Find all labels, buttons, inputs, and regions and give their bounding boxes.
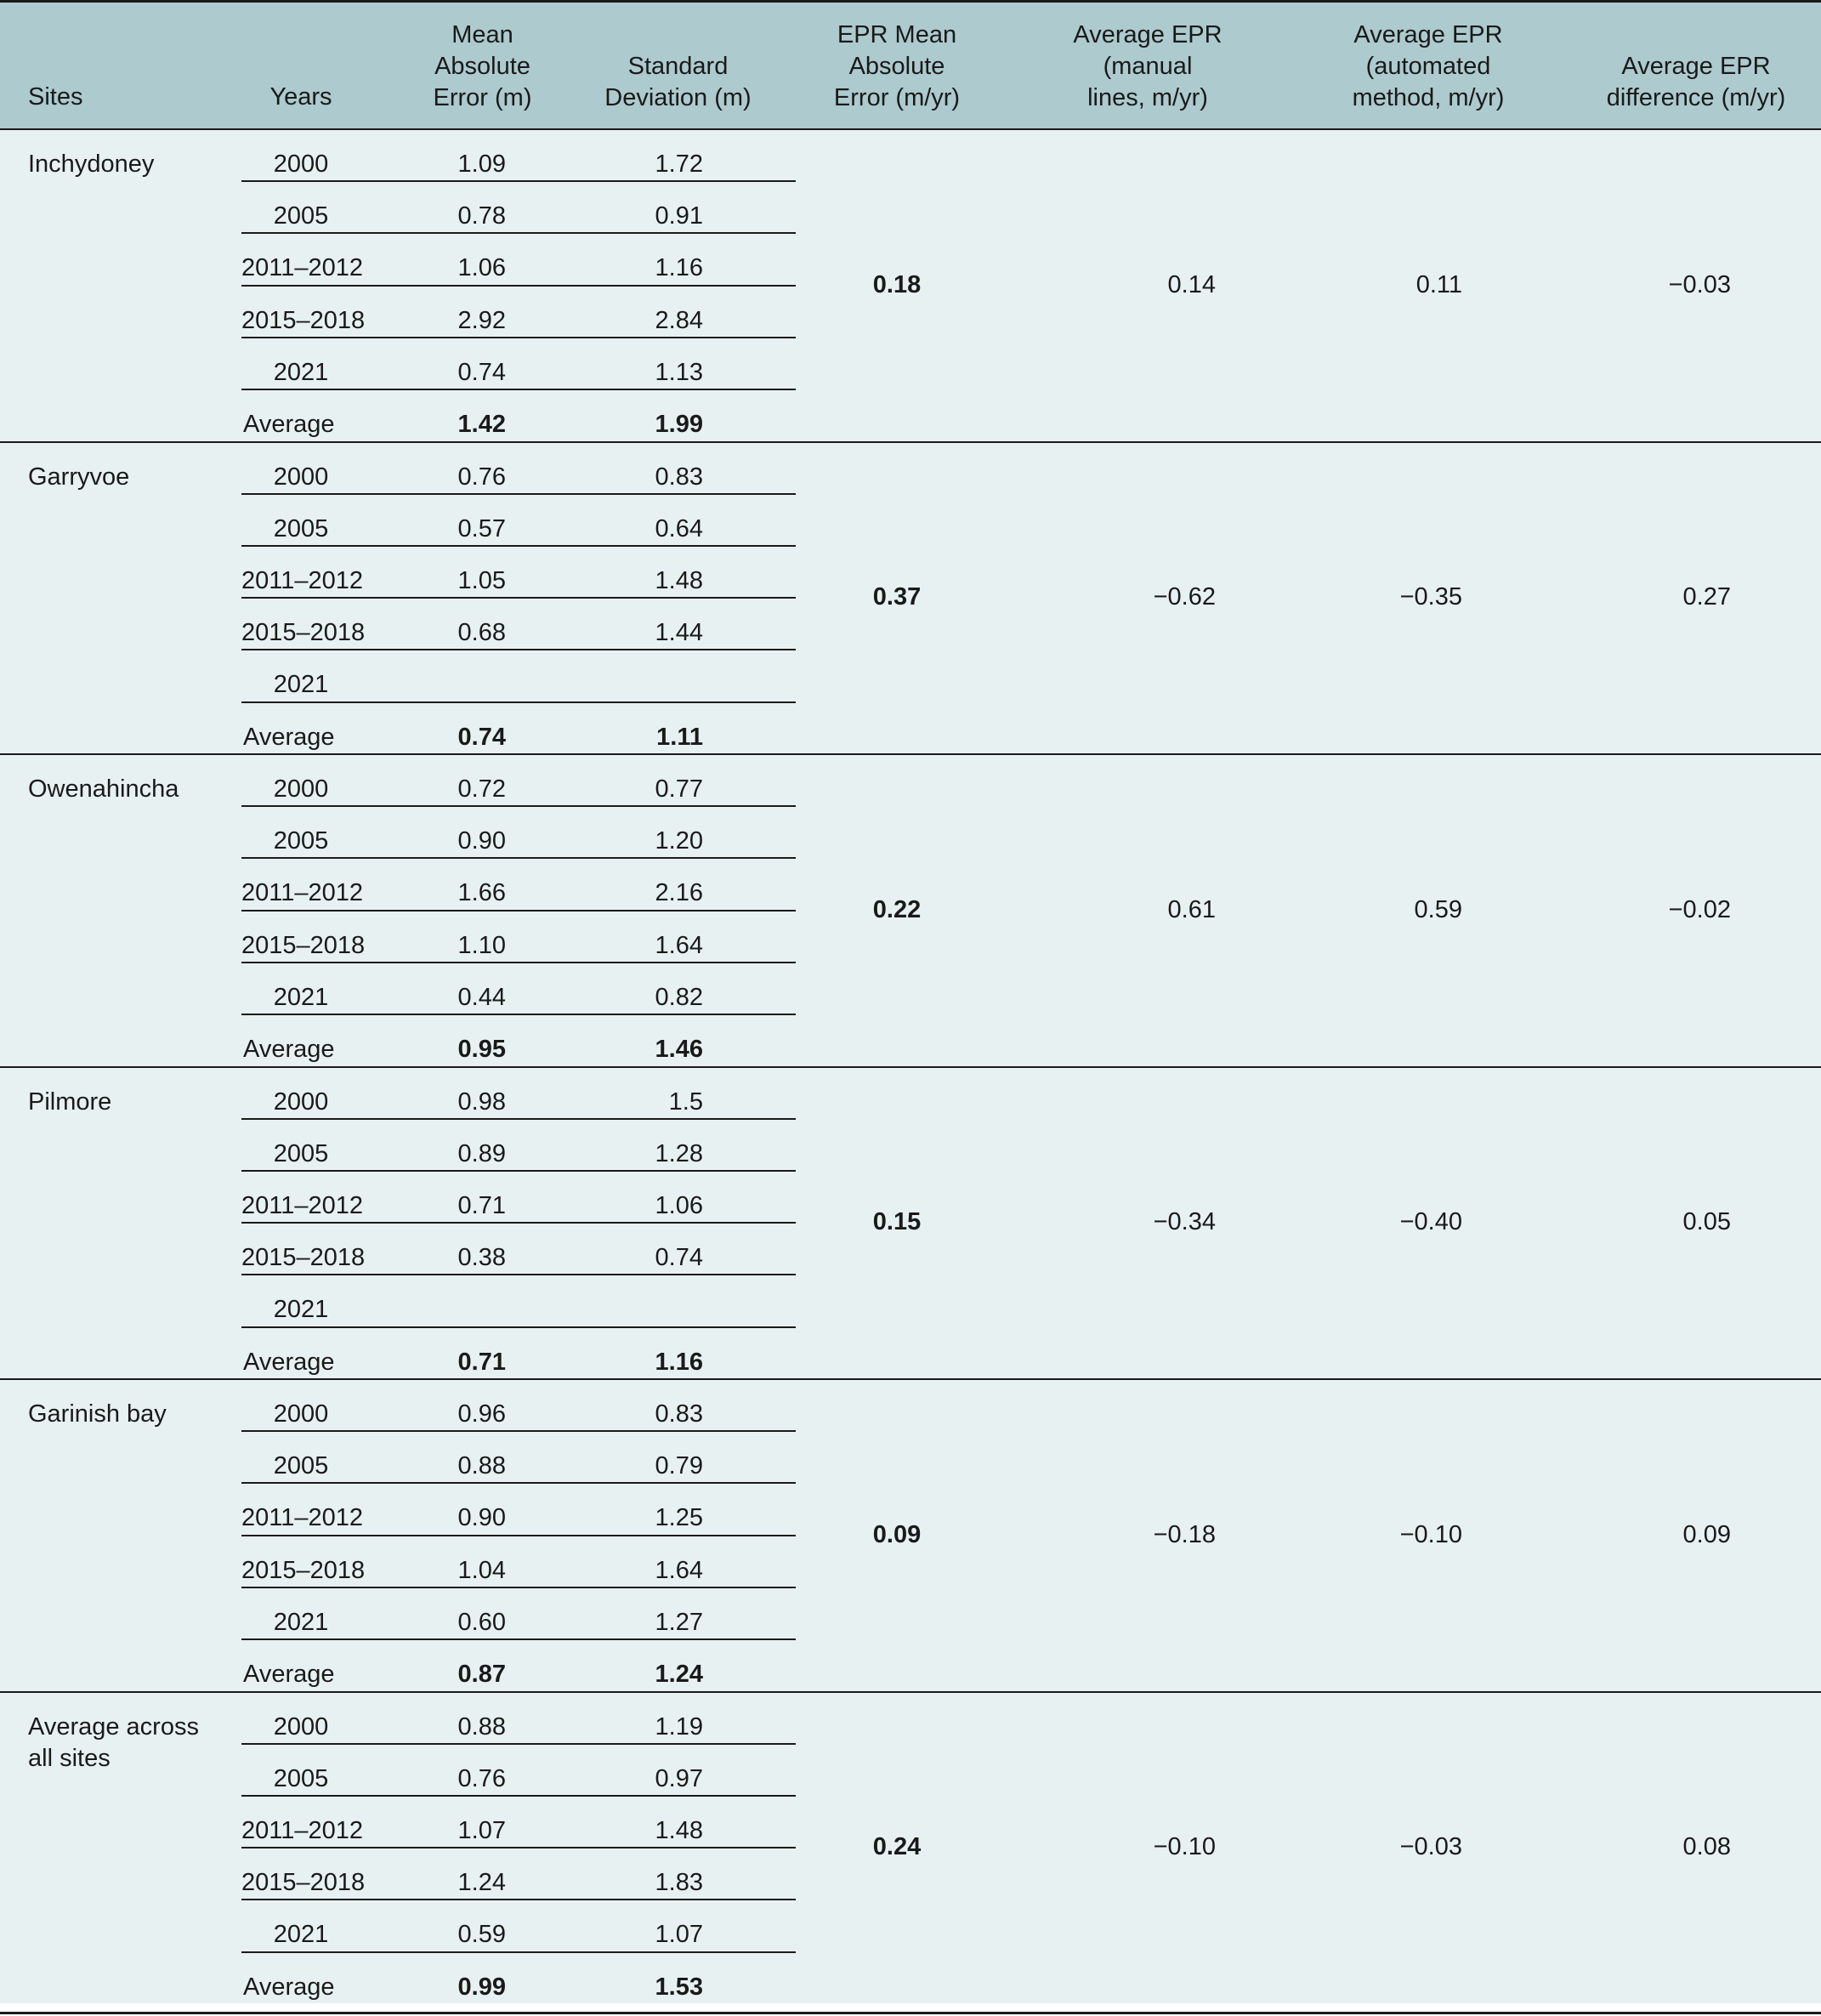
site-name: Owenahincha bbox=[28, 775, 179, 803]
mae-cell: 0.88 bbox=[457, 1712, 506, 1741]
sd-cell: 2.84 bbox=[655, 306, 703, 334]
header-avg-epr-diff: Average EPR difference (m/yr) bbox=[1606, 53, 1786, 111]
mae-cell: 1.04 bbox=[457, 1556, 506, 1584]
row-divider bbox=[241, 962, 796, 963]
mae-cell: 2.92 bbox=[457, 306, 506, 334]
row-divider bbox=[241, 1170, 796, 1172]
row-divider bbox=[241, 1430, 796, 1432]
epr-auto-cell: 0.59 bbox=[1414, 895, 1462, 923]
year-cell: 2005 bbox=[273, 514, 329, 542]
sd-cell: 0.79 bbox=[655, 1452, 703, 1480]
year-cell: 2000 bbox=[273, 775, 329, 803]
year-cell: Average bbox=[243, 1661, 335, 1688]
year-cell: 2011–2012 bbox=[241, 254, 364, 282]
table-bottom-rule bbox=[0, 2012, 1821, 2014]
row-divider bbox=[241, 180, 796, 182]
row-divider bbox=[241, 597, 796, 599]
mae-cell: 0.87 bbox=[457, 1661, 506, 1688]
year-cell: 2021 bbox=[273, 1296, 329, 1324]
epr-diff-cell: 0.08 bbox=[1682, 1833, 1731, 1861]
year-cell: 2015–2018 bbox=[241, 931, 366, 959]
year-cell: Average bbox=[243, 1348, 335, 1376]
header-sites: Sites bbox=[28, 83, 83, 111]
row-divider bbox=[241, 285, 796, 287]
sd-cell: 0.91 bbox=[655, 202, 703, 230]
sd-cell: 1.25 bbox=[655, 1504, 703, 1532]
sd-cell: 1.28 bbox=[655, 1139, 703, 1167]
epr-auto-cell: −0.35 bbox=[1399, 583, 1462, 611]
year-cell: 2015–2018 bbox=[241, 1556, 366, 1584]
mae-cell: 0.98 bbox=[457, 1088, 506, 1116]
year-cell: Average bbox=[243, 723, 335, 751]
row-divider bbox=[241, 1743, 796, 1745]
sd-cell: 1.27 bbox=[655, 1608, 703, 1636]
mae-cell: 0.72 bbox=[457, 775, 506, 803]
epr-auto-cell: 0.11 bbox=[1415, 270, 1462, 298]
table-header bbox=[0, 3, 1821, 129]
row-divider bbox=[241, 337, 796, 338]
site-name: Garinish bay bbox=[28, 1400, 167, 1428]
sd-cell: 0.97 bbox=[655, 1764, 703, 1792]
epr-manual-cell: −0.10 bbox=[1153, 1833, 1216, 1861]
row-divider bbox=[241, 493, 796, 495]
sd-cell: 1.64 bbox=[655, 1556, 703, 1584]
mae-cell: 0.96 bbox=[457, 1400, 506, 1428]
year-cell: 2000 bbox=[273, 1400, 329, 1428]
mae-cell: 0.90 bbox=[457, 827, 506, 855]
year-cell: 2021 bbox=[273, 1608, 329, 1636]
sd-cell: 0.74 bbox=[655, 1244, 703, 1272]
epr-mae-cell: 0.15 bbox=[872, 1208, 922, 1236]
mae-cell: 1.07 bbox=[457, 1816, 506, 1844]
sd-cell: 1.72 bbox=[655, 150, 703, 178]
mae-cell: 0.88 bbox=[457, 1452, 506, 1480]
row-divider bbox=[241, 701, 796, 703]
row-divider bbox=[241, 1535, 796, 1536]
year-cell: 2015–2018 bbox=[241, 306, 366, 334]
sd-cell: 2.16 bbox=[655, 879, 703, 907]
row-divider bbox=[241, 1482, 796, 1484]
year-cell: 2021 bbox=[273, 671, 329, 699]
row-divider bbox=[241, 1587, 796, 1588]
sd-cell: 1.13 bbox=[655, 358, 703, 386]
row-divider bbox=[241, 389, 796, 390]
year-cell: 2005 bbox=[273, 1452, 329, 1480]
mae-cell: 0.89 bbox=[457, 1139, 506, 1167]
mae-cell: 0.76 bbox=[457, 463, 506, 491]
year-cell: 2005 bbox=[273, 202, 329, 230]
year-cell: 2000 bbox=[273, 1712, 329, 1741]
epr-manual-cell: −0.62 bbox=[1153, 583, 1216, 611]
epr-diff-cell: −0.03 bbox=[1668, 270, 1731, 298]
row-divider bbox=[241, 1326, 796, 1328]
row-divider bbox=[241, 1847, 796, 1848]
mae-cell: 0.74 bbox=[457, 358, 506, 386]
epr-auto-cell: −0.10 bbox=[1399, 1520, 1462, 1548]
year-cell: Average bbox=[243, 1036, 335, 1063]
mae-cell: 0.71 bbox=[457, 1348, 506, 1376]
epr-manual-cell: −0.18 bbox=[1153, 1520, 1216, 1548]
sd-cell: 1.19 bbox=[655, 1712, 703, 1741]
sd-cell: 1.07 bbox=[655, 1921, 703, 1949]
site-name: all sites bbox=[28, 1744, 111, 1772]
epr-mae-cell: 0.22 bbox=[872, 895, 922, 923]
year-cell: 2005 bbox=[273, 1139, 329, 1167]
epr-mae-cell: 0.18 bbox=[872, 270, 922, 298]
site-name: Garryvoe bbox=[28, 463, 130, 491]
mae-cell: 0.74 bbox=[457, 723, 506, 751]
row-divider bbox=[241, 805, 796, 807]
year-cell: 2011–2012 bbox=[241, 879, 364, 907]
sd-cell: 1.99 bbox=[655, 411, 703, 438]
sd-cell: 0.83 bbox=[655, 1400, 703, 1428]
site-name: Inchydoney bbox=[28, 150, 155, 178]
sd-cell: 1.44 bbox=[655, 619, 703, 647]
sd-cell: 1.5 bbox=[668, 1088, 703, 1116]
sd-cell: 1.06 bbox=[655, 1191, 703, 1219]
epr-mae-cell: 0.09 bbox=[872, 1520, 922, 1548]
year-cell: 2015–2018 bbox=[241, 1869, 366, 1897]
year-cell: 2000 bbox=[273, 463, 329, 491]
header-epr-mae: EPR Mean Absolute Error (m/yr) bbox=[833, 21, 961, 111]
row-divider bbox=[241, 1795, 796, 1797]
sd-cell: 1.24 bbox=[655, 1661, 703, 1688]
mae-cell: 0.78 bbox=[457, 202, 506, 230]
epr-mae-cell: 0.37 bbox=[872, 583, 922, 611]
mae-cell: 1.06 bbox=[457, 254, 506, 282]
year-cell: 2021 bbox=[273, 1921, 329, 1949]
row-divider bbox=[241, 649, 796, 650]
header-sd: Standard Deviation (m) bbox=[604, 53, 752, 111]
mae-cell: 1.66 bbox=[457, 879, 506, 907]
header-years: Years bbox=[269, 83, 332, 111]
row-divider bbox=[241, 1014, 796, 1015]
row-divider bbox=[241, 1638, 796, 1640]
year-cell: 2011–2012 bbox=[241, 1191, 364, 1219]
year-cell: Average bbox=[243, 1973, 335, 2001]
epr-auto-cell: −0.03 bbox=[1399, 1833, 1462, 1861]
epr-diff-cell: 0.27 bbox=[1682, 583, 1731, 611]
sd-cell: 1.20 bbox=[655, 827, 703, 855]
row-divider bbox=[241, 1222, 796, 1224]
mae-cell: 0.57 bbox=[457, 514, 506, 542]
year-cell: 2015–2018 bbox=[241, 619, 366, 647]
mae-cell: 0.59 bbox=[457, 1921, 506, 1949]
site-name: Pilmore bbox=[28, 1088, 112, 1116]
year-cell: 2000 bbox=[273, 1088, 329, 1116]
row-divider bbox=[241, 1274, 796, 1275]
epr-manual-cell: 0.14 bbox=[1167, 270, 1216, 298]
sd-cell: 1.53 bbox=[655, 1973, 703, 2001]
sd-cell: 0.82 bbox=[655, 983, 703, 1011]
mae-cell: 0.60 bbox=[457, 1608, 506, 1636]
epr-manual-cell: −0.34 bbox=[1153, 1208, 1216, 1236]
mae-cell: 0.95 bbox=[457, 1036, 506, 1063]
sd-cell: 1.48 bbox=[655, 566, 703, 594]
sd-cell: 1.64 bbox=[655, 931, 703, 959]
site-name: Average across bbox=[28, 1712, 199, 1741]
row-divider bbox=[241, 1951, 796, 1953]
mae-cell: 0.44 bbox=[457, 983, 506, 1011]
header-avg-epr-manual: Average EPR (manual lines, m/yr) bbox=[1073, 21, 1223, 111]
epr-diff-cell: −0.02 bbox=[1668, 895, 1731, 923]
mae-cell: 1.42 bbox=[457, 411, 506, 438]
year-cell: 2021 bbox=[273, 983, 329, 1011]
year-cell: 2011–2012 bbox=[241, 566, 364, 594]
year-cell: Average bbox=[243, 411, 335, 438]
sd-cell: 1.16 bbox=[655, 254, 703, 282]
sd-cell: 1.11 bbox=[656, 723, 703, 751]
row-divider bbox=[241, 1899, 796, 1900]
epr-diff-cell: 0.09 bbox=[1682, 1520, 1731, 1548]
row-divider bbox=[241, 857, 796, 859]
row-divider bbox=[241, 545, 796, 547]
epr-diff-cell: 0.05 bbox=[1682, 1208, 1731, 1236]
sd-cell: 1.48 bbox=[655, 1816, 703, 1844]
epr-manual-cell: 0.61 bbox=[1167, 895, 1216, 923]
year-cell: 2005 bbox=[273, 827, 329, 855]
row-divider bbox=[241, 910, 796, 911]
mae-cell: 1.10 bbox=[457, 931, 506, 959]
year-cell: 2015–2018 bbox=[241, 1244, 366, 1272]
mae-cell: 0.68 bbox=[457, 619, 506, 647]
mae-cell: 1.24 bbox=[457, 1869, 506, 1897]
sd-cell: 0.64 bbox=[655, 514, 703, 542]
year-cell: 2011–2012 bbox=[241, 1816, 364, 1844]
mae-cell: 0.90 bbox=[457, 1504, 506, 1532]
row-divider bbox=[241, 1118, 796, 1120]
epr-mae-cell: 0.24 bbox=[872, 1833, 922, 1861]
epr-auto-cell: −0.40 bbox=[1399, 1208, 1462, 1236]
sd-cell: 1.16 bbox=[655, 1348, 703, 1376]
sd-cell: 0.77 bbox=[655, 775, 703, 803]
mae-cell: 1.05 bbox=[457, 566, 506, 594]
year-cell: 2000 bbox=[273, 150, 329, 178]
mae-cell: 1.09 bbox=[457, 150, 506, 178]
year-cell: 2011–2012 bbox=[241, 1504, 364, 1532]
mae-cell: 0.99 bbox=[457, 1973, 506, 2001]
mae-cell: 0.76 bbox=[457, 1764, 506, 1792]
sd-cell: 1.83 bbox=[655, 1869, 703, 1897]
header-mae: Mean Absolute Error (m) bbox=[433, 21, 532, 111]
sd-cell: 0.83 bbox=[655, 463, 703, 491]
header-avg-epr-auto: Average EPR (automated method, m/yr) bbox=[1352, 21, 1505, 111]
row-divider bbox=[241, 232, 796, 234]
mae-cell: 0.38 bbox=[457, 1244, 506, 1272]
year-cell: 2005 bbox=[273, 1764, 329, 1792]
sd-cell: 1.46 bbox=[655, 1036, 703, 1063]
year-cell: 2021 bbox=[273, 358, 329, 386]
mae-cell: 0.71 bbox=[457, 1191, 506, 1219]
